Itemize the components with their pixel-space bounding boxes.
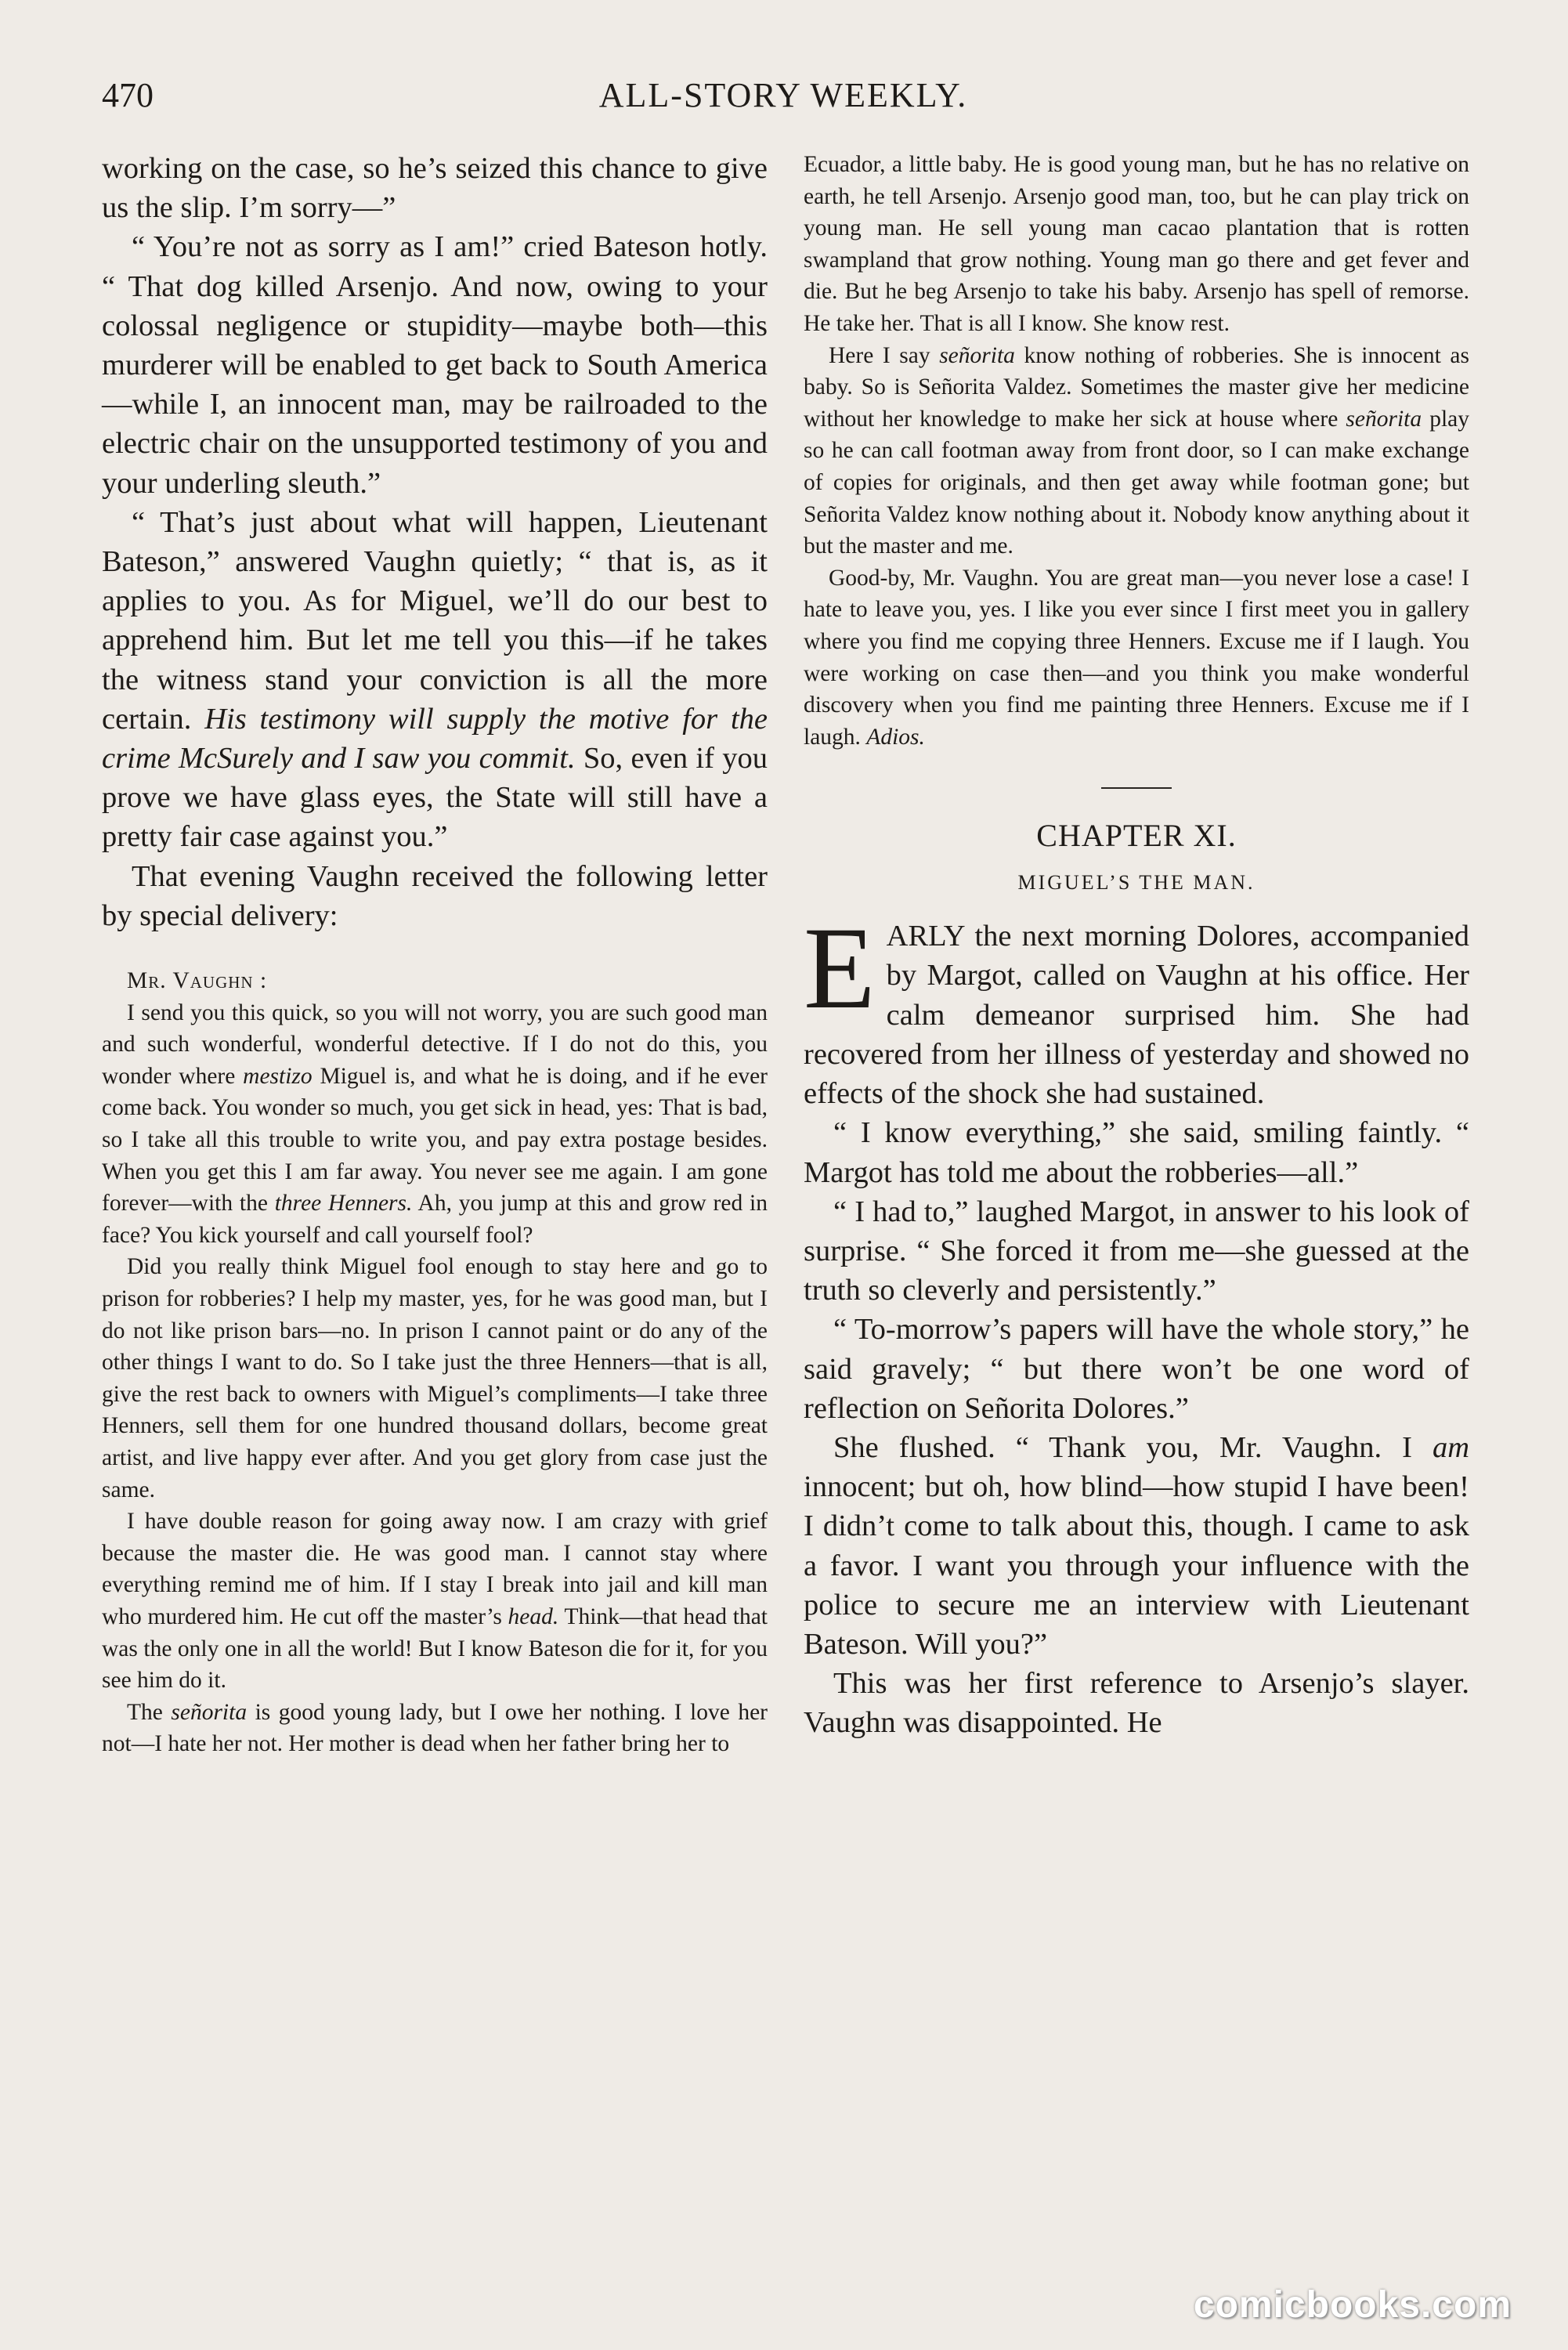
text-run: “ That’s just about what will happen, Lieutenant Bateson,” answered Vaughn quietly; “ that is, as it applies to you. As for Miguel, we’ll do our best to apprehend him. But let me tell you this—if he takes the witness stand your conviction is all the more certain. <box>102 505 768 736</box>
text-run: I send you this quick, so you will not worry, you are such good man and such wonderful, wonderful detective. If I do not do this, you wonder where <box>102 1000 768 1089</box>
italic-run: His testimony will supply the motive for the crime McSurely and I saw you commit. <box>102 702 768 776</box>
right-column <box>804 149 1469 1743</box>
text-run: Good-by, Mr. Vaughn. You are great man—you never lose a case! I hate to leave you, yes. I like you ever since I first meet you in gallery where you find me copying three Henners. Excuse me if I laugh. You were working on case then—and you think you make wonderful discovery when you find me painting three Henners. Excuse me if I laugh. <box>804 565 1469 750</box>
italic-run: three Henners. <box>274 1191 413 1217</box>
italic-run: señorita <box>171 1699 247 1725</box>
story-text-top <box>102 149 768 935</box>
story-text-chapter <box>804 903 1469 1742</box>
text-run: working on the case, so he’s seized this chance to give us the slip. I’m sorry—” <box>102 152 768 225</box>
letter-paragraph <box>102 1251 768 1506</box>
text-run: I have double reason for going away now. I am crazy with grief because the master die. He was good man. I cannot stay where everything remind me of him. If I stay I break into jail and kill man who murdered him. He cut off the master’s <box>102 1509 768 1629</box>
section-divider <box>1101 787 1172 789</box>
letter-paragraph <box>102 997 768 1252</box>
letter-paragraph <box>804 340 1469 562</box>
paragraph <box>804 1428 1469 1664</box>
paragraph <box>102 149 768 227</box>
italic-run: am <box>1432 1430 1469 1464</box>
text-run: Miguel is, and what he is doing, and if he ever come back. You wonder so much, you get sick in head, yes: That is bad, so I take all this trouble to write you, and pay extra postage besides. When you get this I am far away. You never see me again. I am gone forever—with the <box>102 1063 768 1217</box>
paragraph <box>804 1664 1469 1742</box>
text-run: is good young lady, but I owe her nothing. I love her not—I hate her not. Her mother is dead when her father bring her to <box>102 1699 768 1757</box>
paragraph <box>804 1113 1469 1191</box>
drop-cap: E <box>804 903 876 1034</box>
italic-run: señorita <box>1346 406 1422 432</box>
text-run: Did you really think Miguel fool enough to stay here and go to prison for robberies? I help my master, yes, for he was good man, but I do not like prison bars—no. In prison I cannot paint or do any of the other things I want to do. So I take just the three Henners—that is all, give the rest back to owners with Miguel’s compliments—I take three Henners, sell them for one hundred thousand dollars, become great artist, and live happy ever after. And you get glory from case just the same. <box>102 1254 768 1502</box>
page-number: 470 <box>102 76 154 114</box>
letter-continued <box>804 149 1469 753</box>
paragraph <box>102 227 768 502</box>
italic-run: señorita <box>939 342 1015 368</box>
running-title: ALL-STORY WEEKLY. <box>598 76 968 114</box>
text-run: The <box>127 1699 172 1725</box>
left-column <box>102 149 768 1760</box>
paragraph <box>804 1310 1469 1428</box>
text-run: “ I had to,” laughed Margot, in answer to his look of surprise. “ She forced it from me—she guessed at the truth so cleverly and persistently.” <box>804 1195 1469 1307</box>
paragraph <box>102 857 768 935</box>
text-run: know nothing of robberies. She is innocent as baby. So is Señorita Valdez. Sometimes the master give her medicine without her knowledge to make her sick at house where <box>804 342 1469 432</box>
text-run: “ You’re not as sorry as I am!” cried Bateson hotly. “ That dog killed Arsenjo. And now, owing to your colossal negligence or stupidity—maybe both—this murderer will be enabled to get back to South America—while I, an innocent man, may be railroaded to the electric chair on the unsupported testimony of you and your underling sleuth.” <box>102 230 768 500</box>
text-run: Think—that head that was the only one in all the world! But I know Bateson die for it, for you see him do it. <box>102 1603 768 1694</box>
paragraph <box>102 503 768 857</box>
text-run: innocent; but oh, how blind—how stupid I have been! I didn’t come to talk about this, though. I came to ask a favor. I want you through your influence with the police to secure me an interview with Lieutenant Bateson. Will you?” <box>804 1470 1469 1661</box>
letter-paragraph <box>102 1506 768 1697</box>
text-run: “ To-morrow’s papers will have the whole story,” he said gravely; “ but there won’t be one word of reflection on Señorita Dolores.” <box>804 1313 1469 1425</box>
chapter-title: CHAPTER XI. <box>1036 818 1237 854</box>
text-run: Ah, you jump at this and grow red in face? You kick yourself and call yourself fool? <box>102 1191 768 1248</box>
text-run: Here I say <box>829 342 940 368</box>
letter-salutation: Mr. Vaughn : <box>127 968 268 994</box>
watermark: comicbooks.com <box>1193 2284 1512 2326</box>
text-run: Ecuador, a little baby. He is good young man, but he has no relative on earth, he tell Arsenjo. Arsenjo good man, too, but he can play trick on young man. He sell young man cacao plantation that is rotten swampland that grow nothing. Young man go there and get fever and die. But he beg Arsenjo to take his baby. Arsenjo has spell of remorse. He take her. That is all I know. She know rest. <box>804 152 1469 336</box>
text-run: “ I know everything,” she said, smiling faintly. “ Margot has told me about the robberies—all.” <box>804 1116 1469 1189</box>
italic-run: head. <box>508 1603 559 1629</box>
letter <box>102 965 768 1760</box>
letter-paragraph <box>804 149 1469 340</box>
text-run: play so he can call footman away from front door, so I can make exchange of copies for originals, and then get away while footman gone; but Señorita Valdez know nothing about it. Nobody know anything about it but the master and me. <box>804 406 1469 559</box>
text-run: This was her first reference to Arsenjo’s slayer. Vaughn was disappointed. He <box>804 1667 1469 1740</box>
text-run: So, even if you prove we have glass eyes, the State will still have a pretty fair case against you.” <box>102 742 768 854</box>
italic-run: mestizo <box>243 1063 313 1089</box>
text-run: ARLY the next morning Dolores, accompanied by Margot, called on Vaughn at his office. Her calm demeanor surprised him. She had recovered from her illness of yesterday and showed no effects of the shock she had sustained. <box>804 920 1469 1111</box>
letter-paragraph <box>804 562 1469 754</box>
page-header <box>102 75 1465 122</box>
italic-run: Adios. <box>866 724 925 750</box>
chapter-subtitle: MIGUEL’S THE MAN. <box>1017 871 1255 895</box>
paragraph <box>804 1192 1469 1311</box>
paragraph <box>804 903 1469 1113</box>
text-run: That evening Vaughn received the following letter by special delivery: <box>102 859 768 932</box>
text-run: She flushed. “ Thank you, Mr. Vaughn. I <box>833 1430 1433 1464</box>
letter-paragraph <box>102 1697 768 1760</box>
